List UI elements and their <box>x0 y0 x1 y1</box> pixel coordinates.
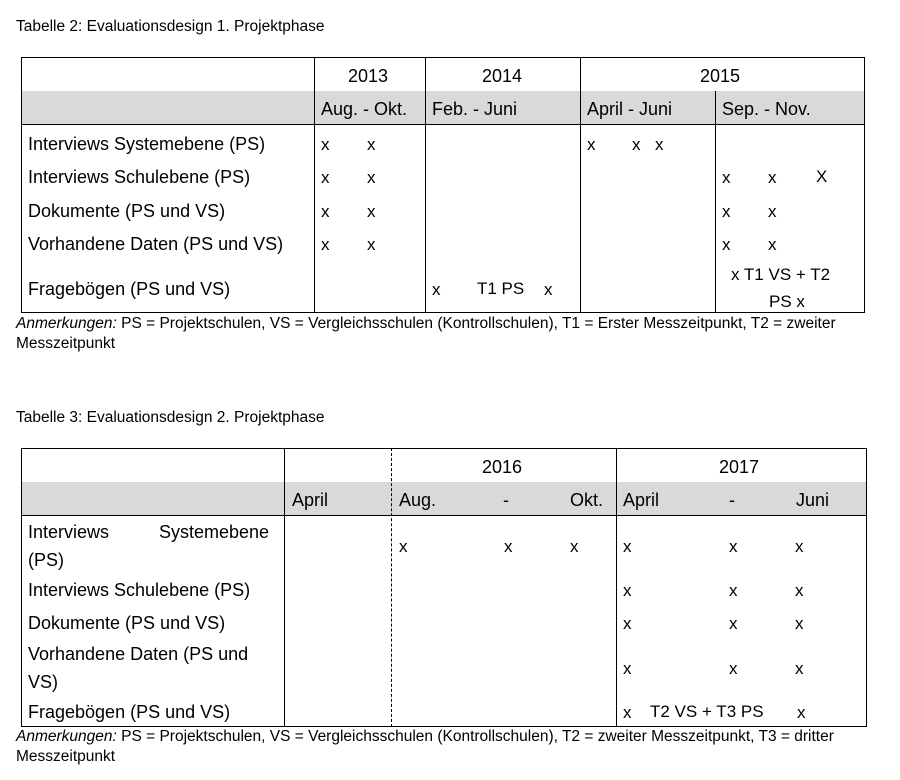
table2-row-label: Vorhandene Daten (PS und VS) <box>28 234 284 254</box>
table3-caption: Tabelle 3: Evaluationsdesign 2. Projektphase <box>16 409 325 426</box>
table2-row-label: Fragebögen (PS und VS) <box>28 279 231 299</box>
table3-mark: x <box>729 581 738 600</box>
table3-mark: x <box>795 537 804 556</box>
table2-mark: x <box>768 202 777 221</box>
table3-period: April <box>292 490 329 510</box>
table2-mark: T1 PS <box>477 279 525 298</box>
table3-period: - <box>729 490 735 510</box>
table2-year-2013: 2013 <box>348 66 389 86</box>
table2-mark: x <box>321 235 330 254</box>
table3-row-label: (PS) <box>28 550 64 570</box>
table3-mark: T2 VS + T3 PS <box>650 702 764 721</box>
table2-row-label: Interviews Schulebene (PS) <box>28 167 251 187</box>
table3-mark: x <box>623 581 632 600</box>
table2-mark: x <box>722 202 731 221</box>
table2-col-line <box>715 91 716 313</box>
table2-note-text: PS = Projektschulen, VS = Vergleichsschulen (Kontrollschulen), T1 = Erster Messzeitpunkt, T2 = zweiter Messzeitpunkt <box>16 315 836 352</box>
table2-mark: x <box>768 168 777 187</box>
table2-mark: x <box>632 135 641 154</box>
table3-col-dashed-line <box>391 448 392 727</box>
table2-note <box>16 314 876 354</box>
table3-period: April <box>623 490 660 510</box>
table3-row-label: VS) <box>28 672 59 692</box>
table2-period: Aug. - Okt. <box>321 99 408 119</box>
table2-mark: x <box>432 280 441 299</box>
table2-col-line <box>580 57 581 313</box>
table2-col-line <box>314 57 315 313</box>
table3-row-label: Interviews <box>28 522 110 542</box>
table2-note-label: Anmerkungen: <box>16 315 117 332</box>
table3-note-label: Anmerkungen: <box>16 728 117 745</box>
table2-col-line <box>425 57 426 313</box>
table2-mark: x <box>321 168 330 187</box>
table3-row-label: Systemebene <box>159 522 270 542</box>
table2-mark: x <box>367 135 376 154</box>
table3-note-text: PS = Projektschulen, VS = Vergleichsschulen (Kontrollschulen), T2 = zweiter Messzeitpunkt, T3 = dritter Messzeitpunkt <box>16 728 834 765</box>
table2-mark: x <box>768 235 777 254</box>
table2-year-2015: 2015 <box>700 66 741 86</box>
table2-year-2014: 2014 <box>482 66 523 86</box>
table3-mark: x <box>729 659 738 678</box>
table3-mark: x <box>795 614 804 633</box>
table2-mark: x <box>722 235 731 254</box>
table2-period: Sep. - Nov. <box>722 99 811 119</box>
table2-mark: X <box>816 167 828 186</box>
table3-year-2017: 2017 <box>719 457 760 477</box>
table2-period: Feb. - Juni <box>432 99 518 119</box>
table3-mark: x <box>795 659 804 678</box>
table2-row-label: Interviews Systemebene (PS) <box>28 134 266 154</box>
table3-year-2016: 2016 <box>482 457 523 477</box>
table3-col-line <box>284 448 285 727</box>
table2-mark: x <box>367 235 376 254</box>
table3-mark: x <box>797 703 806 722</box>
table3-period: Aug. <box>399 490 437 510</box>
table2-row-label: Dokumente (PS und VS) <box>28 201 226 221</box>
table3-mark: x <box>570 537 579 556</box>
table2-mark: x <box>544 280 553 299</box>
table3-period: - <box>503 490 509 510</box>
table3-mark: x <box>399 537 408 556</box>
table3-period: Juni <box>796 490 830 510</box>
table3-row-label: Fragebögen (PS und VS) <box>28 702 231 722</box>
table3-mark: x <box>729 614 738 633</box>
table2-header-rule <box>21 124 865 125</box>
table2-mark: x <box>587 135 596 154</box>
table2-mark: x <box>321 202 330 221</box>
table3-note <box>16 727 876 767</box>
table3-mark: x <box>623 614 632 633</box>
table3-mark: x <box>623 537 632 556</box>
table2-caption: Tabelle 2: Evaluationsdesign 1. Projektphase <box>16 18 325 35</box>
table3-mark: x <box>504 537 513 556</box>
table3-row-label: Interviews Schulebene (PS) <box>28 580 251 600</box>
table2-mark: PS x <box>769 292 805 311</box>
table2-mark: x <box>321 135 330 154</box>
table3-col-line <box>616 448 617 727</box>
table2-mark: x <box>722 168 731 187</box>
table2-mark: x T1 VS + T2 <box>731 265 831 284</box>
table2-period: April - Juni <box>587 99 673 119</box>
table3-mark: x <box>623 703 632 722</box>
table3-mark: x <box>795 581 804 600</box>
table3-mark: x <box>729 537 738 556</box>
table3-row-label: Dokumente (PS und VS) <box>28 613 226 633</box>
table3-period: Okt. <box>570 490 604 510</box>
table2-mark: x <box>367 168 376 187</box>
table3-mark: x <box>623 659 632 678</box>
table2-mark: x <box>655 135 664 154</box>
table2-mark: x <box>367 202 376 221</box>
table3-header-rule <box>21 515 867 516</box>
table3-header-band <box>22 482 866 515</box>
table3-row-label: Vorhandene Daten (PS und <box>28 644 249 664</box>
